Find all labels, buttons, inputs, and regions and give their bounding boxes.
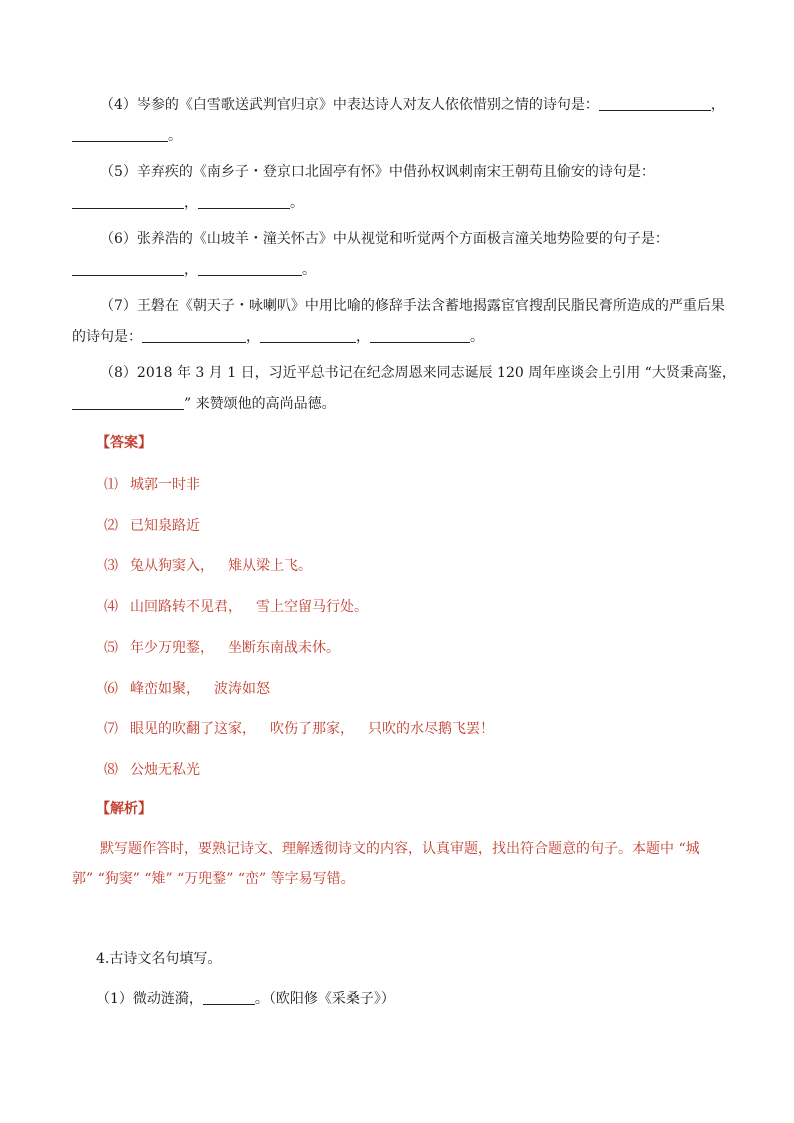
question-7-text-line2: 的诗句是： xyxy=(72,329,142,345)
answer-blank[interactable] xyxy=(198,261,302,276)
answer-blank[interactable] xyxy=(72,194,184,209)
answer-number: ⑹ xyxy=(104,681,118,697)
separator: 。 xyxy=(302,262,316,278)
answer-number: ⑻ xyxy=(104,762,118,778)
separator: 。 xyxy=(470,329,484,345)
answer-blank[interactable] xyxy=(72,127,168,142)
answer-text: 城郭一时非 xyxy=(130,477,200,493)
question-item-1-suffix: 。（欧阳修《采桑子》） xyxy=(254,991,395,1007)
answer-blank[interactable] xyxy=(203,990,255,1005)
answer-number: ⑺ xyxy=(104,721,118,737)
question-5 xyxy=(72,157,760,188)
question-4 xyxy=(72,90,760,121)
answer-item-7 xyxy=(104,718,494,738)
answer-item-1 xyxy=(104,474,200,494)
answer-text: 公烛无私光 xyxy=(130,762,200,778)
answer-blank[interactable] xyxy=(198,194,290,209)
separator: ， xyxy=(246,329,260,345)
question-4-continued xyxy=(72,121,732,152)
separator: ， xyxy=(356,329,370,345)
answer-item-8 xyxy=(104,759,200,779)
answer-text: 兔从狗窦入， xyxy=(130,558,214,574)
answer-text: 眼见的吹翻了这家， xyxy=(130,721,256,737)
answer-text: 雪上空留马行处。 xyxy=(256,599,368,615)
answer-blank[interactable] xyxy=(599,96,711,111)
question-8-text: （8）2018 年 3 月 1 日，习近平总书记在纪念周恩来同志诞辰 120 周年座谈会上引用 “大贤秉高鉴， xyxy=(100,365,736,381)
answer-item-5 xyxy=(104,637,340,657)
question-item-1 xyxy=(96,988,395,1008)
answer-blank[interactable] xyxy=(260,328,356,343)
question-5-continued xyxy=(72,188,732,219)
separator: 。 xyxy=(168,128,182,144)
answer-text: 只吹的水尽鹅飞罢！ xyxy=(368,721,494,737)
answer-number: ⑵ xyxy=(104,518,118,534)
analysis-line-2: 郭” “狗窦” “雉” “万兜鍪” “峦” 等字易写错。 xyxy=(72,871,355,887)
answer-blank[interactable] xyxy=(72,395,184,410)
answer-text: 波涛如怒 xyxy=(214,681,270,697)
question-4-text: （4）岑参的《白雪歌送武判官归京》中表达诗人对友人依依惜别之情的诗句是： xyxy=(100,97,599,113)
question-6-text: （6）张养浩的《山坡羊・潼关怀古》中从视觉和听觉两个方面极言潼关地势险要的句子是： xyxy=(100,231,669,247)
answer-number: ⑸ xyxy=(104,640,118,656)
question-item-1-prefix: （1）微动涟漪， xyxy=(96,991,203,1007)
answer-number: ⑴ xyxy=(104,477,118,493)
answer-item-2 xyxy=(104,515,200,535)
answer-number: ⑶ xyxy=(104,558,118,574)
separator: ， xyxy=(184,195,198,211)
question-5-text: （5）辛弃疾的《南乡子・登京口北固亭有怀》中借孙权讽刺南宋王朝苟且偷安的诗句是： xyxy=(100,164,655,180)
answer-blank[interactable] xyxy=(142,328,246,343)
question-8 xyxy=(72,358,760,389)
analysis-body xyxy=(72,834,732,894)
answer-text: 已知泉路近 xyxy=(130,518,200,534)
answer-item-3 xyxy=(104,555,312,575)
question-7-text: （7）王磐在《朝天子・咏喇叭》中用比喻的修辞手法含蓄地揭露宦官搜刮民脂民膏所造成的严重后果 xyxy=(100,298,725,314)
question-7 xyxy=(72,291,760,322)
answer-number: ⑷ xyxy=(104,599,118,615)
question-6 xyxy=(72,224,760,255)
question-6-continued xyxy=(72,255,732,286)
question-title: 4.古诗文名句填写。 xyxy=(96,951,222,967)
question-7-continued xyxy=(72,322,732,353)
answer-text: 雉从梁上飞。 xyxy=(228,558,312,574)
answer-text: 吹伤了那家， xyxy=(270,721,354,737)
separator: 。 xyxy=(290,195,304,211)
answer-text: 山回路转不见君， xyxy=(130,599,242,615)
answer-heading: 【答案】 xyxy=(96,435,152,451)
answer-item-6 xyxy=(104,678,270,698)
separator: ， xyxy=(710,97,725,113)
question-8-continued xyxy=(72,389,732,420)
question-8-suffix: ” 来赞颂他的高尚品德。 xyxy=(184,396,336,412)
answer-blank[interactable] xyxy=(370,328,470,343)
answer-item-4 xyxy=(104,596,368,616)
answer-text: 坐断东南战未休。 xyxy=(228,640,340,656)
answer-text: 峰峦如聚， xyxy=(130,681,200,697)
analysis-line-1: 默写题作答时，要熟记诗文、理解透彻诗文的内容，认真审题，找出符合题意的句子。本题中 “城 xyxy=(100,841,700,857)
analysis-heading: 【解析】 xyxy=(96,801,152,817)
separator: ， xyxy=(184,262,198,278)
answer-blank[interactable] xyxy=(72,261,184,276)
answer-text: 年少万兜鍪， xyxy=(130,640,214,656)
